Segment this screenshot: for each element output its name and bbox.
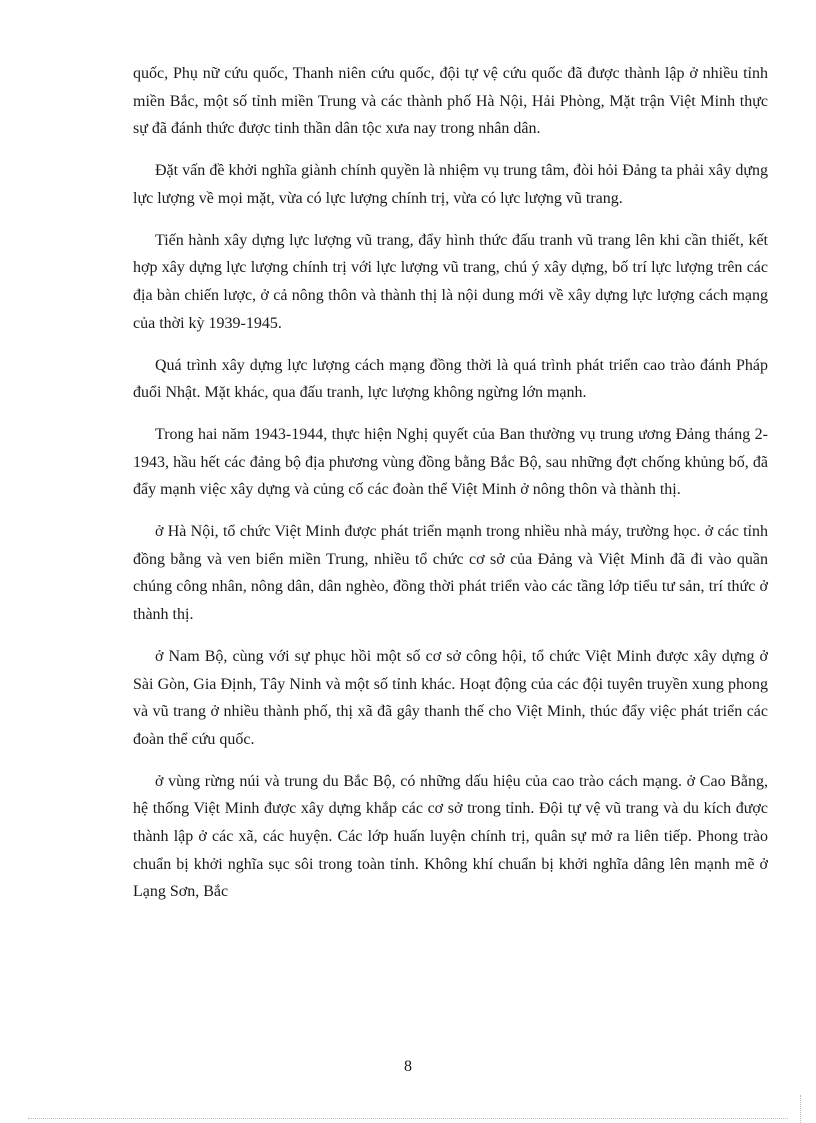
paragraph-5: Trong hai năm 1943-1944, thực hiện Nghị quyết của Ban thường vụ trung ương Đảng tháng 2-1943, hầu hết các đảng bộ địa phương vùng đồng bằng Bắc Bộ, sau những đợt chống khủng bố, đã đẩy mạnh việc xây dựng và củng cố các đoàn thể Việt Minh ở nông thôn và thành thị. xyxy=(133,426,768,499)
paragraph-2: Đặt vấn đề khởi nghĩa giành chính quyền là nhiệm vụ trung tâm, đòi hỏi Đảng ta phải xây dựng lực lượng về mọi mặt, vừa có lực lượng chính trị, vừa có lực lượng vũ trang. xyxy=(133,162,768,207)
footer-dotted-rule xyxy=(28,1118,788,1119)
paragraph-8: ở vùng rừng núi và trung du Bắc Bộ, có những dấu hiệu của cao trào cách mạng. ở Cao Bằng, hệ thống Việt Minh được xây dựng khắp các cơ sở trong tỉnh. Đội tự vệ vũ trang và du kích được thành lập ở các xã, các huyện. Các lớp huấn luyện chính trị, quân sự mở ra liên tiếp. Phong trào chuẩn bị khởi nghĩa sục sôi trong toàn tỉnh. Không khí chuẩn bị khởi nghĩa dâng lên mạnh mẽ ở Lạng Sơn, Bắc xyxy=(133,772,768,901)
paragraph-4: Quá trình xây dựng lực lượng cách mạng đồng thời là quá trình phát triển cao trào đánh Pháp đuổi Nhật. Mặt khác, qua đấu tranh, lực lượng không ngừng lớn mạnh. xyxy=(133,356,768,402)
paragraph-7: ở Nam Bộ, cùng với sự phục hồi một số cơ sở công hội, tổ chức Việt Minh được xây dựng ở Sài Gòn, Gia Định, Tây Ninh và một số tỉnh khác. Hoạt động của các đội tuyên truyền xung phong và vũ trang ở nhiều thành phố, thị xã đã gây thanh thế cho Việt Minh, thúc đẩy việc phát triển các đoàn thể cứu quốc. xyxy=(133,648,768,748)
document-body xyxy=(133,60,768,920)
paragraph-3: Tiến hành xây dựng lực lượng vũ trang, đẩy hình thức đấu tranh vũ trang lên khi cần thiết, kết hợp xây dựng lực lượng chính trị với lực lượng vũ trang, chú ý xây dựng, bố trí lực lượng trên các địa bàn chiến lược, ở cả nông thôn và thành thị là nội dung mới về xây dựng lực lượng cách mạng của thời kỳ 1939-1945. xyxy=(133,231,768,332)
paragraph-1: quốc, Phụ nữ cứu quốc, Thanh niên cứu quốc, đội tự vệ cứu quốc đã được thành lập ở nhiều tỉnh miền Bắc, một số tỉnh miền Trung và các thành phố Hà Nội, Hải Phòng, Mặt trận Việt Minh thực sự đã đánh thức được tinh thần dân tộc xưa nay trong nhân dân. xyxy=(133,65,768,138)
corner-dotted-mark xyxy=(800,1095,802,1123)
paragraph-6: ở Hà Nội, tổ chức Việt Minh được phát triển mạnh trong nhiều nhà máy, trường học. ở các tỉnh đồng bằng và ven biển miền Trung, nhiều tổ chức cơ sở của Đảng và Việt Minh đã đi vào quần chúng công nhân, nông dân, dân nghèo, đồng thời phát triển vào các tầng lớp tiểu tư sản, trí thức ở thành thị. xyxy=(133,523,768,624)
page-number: 8 xyxy=(404,1058,412,1075)
